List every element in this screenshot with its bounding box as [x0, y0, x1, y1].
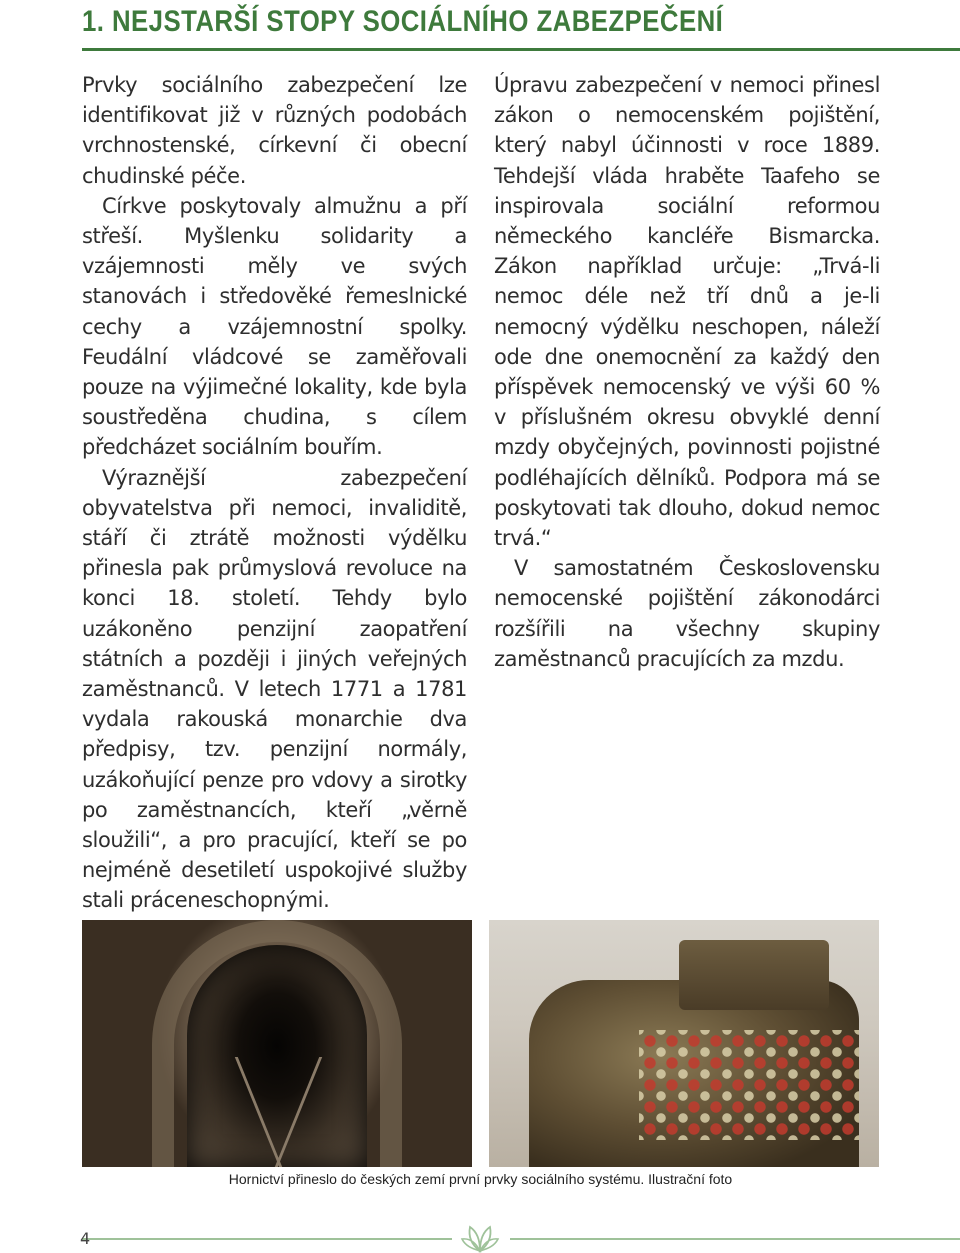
cash-register-photo: [489, 920, 879, 1167]
register-display: [679, 940, 829, 1010]
photo-row: [82, 920, 879, 1167]
footer-rule: [82, 1238, 452, 1240]
leaf-logo-icon: [460, 1223, 500, 1253]
photo-caption: Hornictví přineslo do českých zemí první prvky sociálního systému. Ilustrační foto: [228, 1171, 733, 1187]
mine-tunnel-photo: [82, 920, 472, 1167]
page-title: 1. NEJSTARŠÍ STOPY SOCIÁLNÍHO ZABEZPEČENÍ: [82, 5, 724, 38]
left-column: [82, 70, 467, 916]
right-column: [494, 70, 880, 674]
paragraph: Prvky sociálního zabezpečení lze identifikovat již v různých podobách vrchnostenské, církevní či obecní chudinské péče.: [82, 73, 467, 188]
tunnel-opening: [187, 945, 367, 1167]
paragraph: Úpravu zabezpečení v nemoci přinesl zákon o nemocenském pojištění, který nabyl účinnosti v roce 1889. Tehdejší vláda hraběte Taafeho se inspirovala sociální reformou německého kancléře Bismarcka. Zákon například určuje: „Trvá-li nemoc déle než tří dnů a je-li nemocný výdělku neschopen, náleží ode dne onemocnění za každý den příspěvek nemocenský ve výši 60 % v příslušném okresu obvyklé denní mzdy obyčejných, povinnosti pojistné podléhajících dělníků. Podpora má se poskytovati tak dlouho, dokud nemoc trvá.“: [494, 73, 880, 551]
footer-rule: [510, 1238, 960, 1240]
paragraph: V samostatném Československu nemocenské pojištění zákonodárci rozšířili na všechny skupiny zaměstnanců pracujících za mzdu.: [494, 556, 880, 671]
title-underline: [82, 48, 960, 51]
page-number: 4: [80, 1229, 91, 1248]
paragraph: Církve poskytovaly almužnu a pří střeší. Myšlenku solidarity a vzájemnosti měly ve svých stanovách i středověké řemeslnické cechy a vzájemnostní spolky. Feudální vládcové se zaměřovali pouze na výjimečné lokality, kde byla soustředěna chudina, s cílem předcházet sociálním bouřím.: [82, 193, 467, 460]
paragraph: Výraznější zabezpečení obyvatelstva při nemoci, invaliditě, stáří či ztrátě možnosti výdělku přinesla pak průmyslová revoluce na konci 18. století. Tehdy bylo uzákoněno penzijní zaopatření státních a později i jiných veřejných zaměstnanců. V letech 1771 a 1781 vydala rakouská monarchie dva předpisy, tzv. penzijní normály, uzákoňující penze pro vdovy a sirotky po zaměstnancích, kteří „věrně sloužili“, a pro pracující, kteří se po nejméně desetiletí uspokojivé služby stali práceneschopnými.: [82, 465, 467, 913]
register-keys: [639, 1030, 859, 1140]
